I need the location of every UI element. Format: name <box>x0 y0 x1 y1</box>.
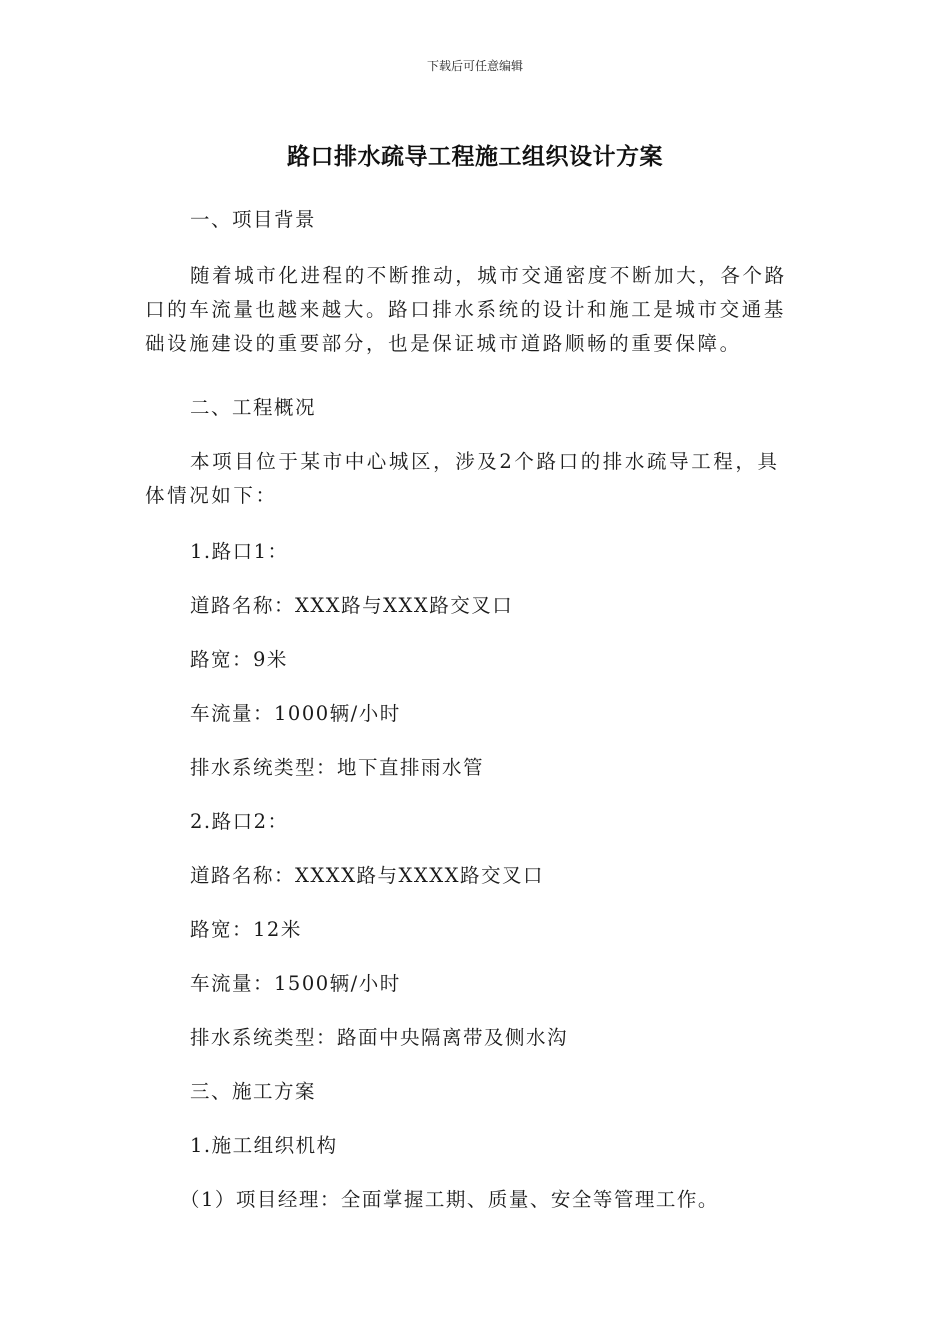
section-heading-construction-plan: 三、施工方案 <box>190 1080 317 1103</box>
junction-2-drain-type: 排水系统类型：路面中央隔离带及侧水沟 <box>190 1026 569 1049</box>
header-note: 下载后可任意编辑 <box>426 59 523 73</box>
list-item-project-manager: （1）项目经理：全面掌握工期、质量、安全等管理工作。 <box>180 1188 719 1211</box>
junction-1-road-width: 路宽：9米 <box>190 648 288 671</box>
junction-1-heading: 1.路口1： <box>190 540 289 563</box>
junction-1-road-name: 道路名称：XXX路与XXX路交叉口 <box>190 594 514 617</box>
section-heading-overview: 二、工程概况 <box>190 396 317 419</box>
section-heading-background: 一、项目背景 <box>190 208 317 231</box>
subheading-construction-organization: 1.施工组织机构 <box>190 1134 338 1157</box>
junction-2-road-width: 路宽：12米 <box>190 918 302 941</box>
overview-paragraph: 本项目位于某市中心城区，涉及2个路口的排水疏导工程，具体情况如下： <box>145 450 780 507</box>
junction-2-road-name: 道路名称：XXXX路与XXXX路交叉口 <box>190 864 545 887</box>
junction-1-traffic: 车流量：1000辆/小时 <box>190 702 401 725</box>
junction-2-heading: 2.路口2： <box>190 810 289 833</box>
junction-2-traffic: 车流量：1500辆/小时 <box>190 972 401 995</box>
document-title: 路口排水疏导工程施工组织设计方案 <box>287 144 663 170</box>
background-paragraph: 随着城市化进程的不断推动，城市交通密度不断加大，各个路口的车流量也越来越大。路口排水系统的设计和施工是城市交通基础设施建设的重要部分，也是保证城市道路顺畅的重要保障。 <box>145 264 787 355</box>
junction-1-drain-type: 排水系统类型：地下直排雨水管 <box>190 756 485 779</box>
